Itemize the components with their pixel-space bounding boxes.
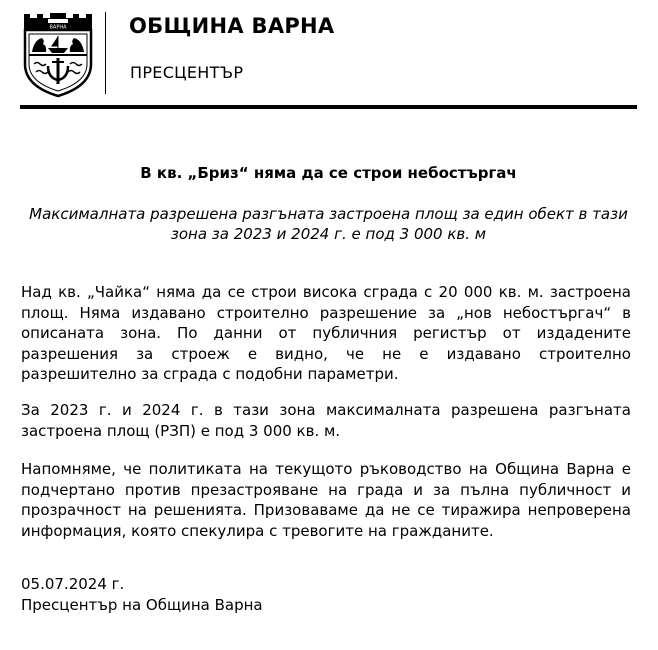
article-subtitle: Максималната разрешена разгъната застроена площ за един обект в тази зона за 2023 и 2024 г. е под 3 000 кв. м <box>29 205 628 243</box>
varna-coat-of-arms-icon <box>18 8 98 98</box>
header-rule <box>20 105 637 109</box>
body-paragraph: За 2023 г. и 2024 г. в тази зона максималната разрешена разгъната застроена площ (РЗП) е под 3 000 кв. м. <box>21 401 631 440</box>
svg-text:ВАРНА: ВАРНА <box>49 24 67 31</box>
body-paragraph: Над кв. „Чайка“ няма да се строи висока сграда с 20 000 кв. м. застроена площ. Няма издавано строително разрешение за „нов небостъргач“ в описаната зона. По данни от публичния регистър от издадените разрешения за строеж е видно, че не е издавано строително разрешително за сграда с подобни параметри. <box>21 283 631 383</box>
article-title: В кв. „Бриз“ няма да се строи небостъргач <box>140 164 517 182</box>
header-divider <box>105 12 106 94</box>
signature: Пресцентър на Община Варна <box>21 596 263 614</box>
letterhead <box>0 0 658 110</box>
release-date: 05.07.2024 г. <box>21 575 125 593</box>
organization-name: ОБЩИНА ВАРНА <box>129 14 335 38</box>
body-paragraph: Напомняме, че политиката на текущото ръководство на Община Варна е подчертано против презастрояване на града и за пълна публичност и прозрачност на решенията. Призоваваме да не се тиражира непроверена информация, която спекулира с тревогите на гражданите. <box>21 460 631 540</box>
department-name: ПРЕСЦЕНТЪР <box>130 63 244 82</box>
